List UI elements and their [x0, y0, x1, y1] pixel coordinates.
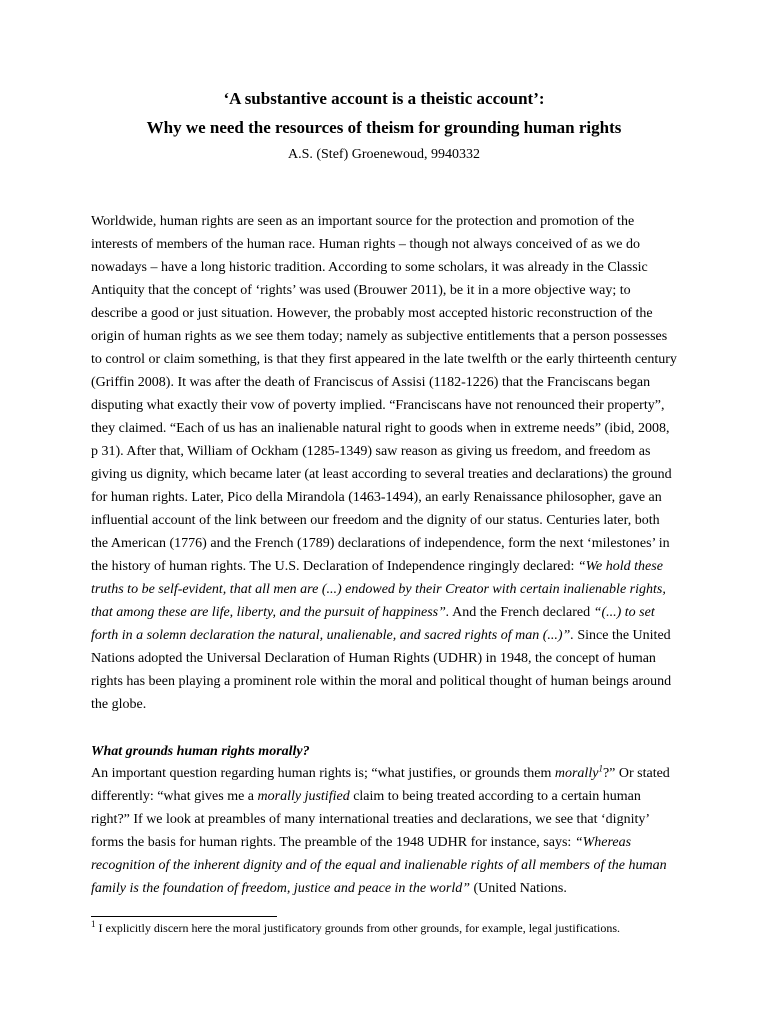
emphasis-morally-justified: morally justified: [257, 789, 350, 804]
paragraph-text: ?” Or stated differently: “what gives me a: [91, 766, 670, 804]
footnote-divider: [91, 916, 277, 917]
paragraph-introduction: [91, 210, 679, 716]
footnote: [91, 920, 691, 936]
paragraph-text: Worldwide, human rights are seen as an important source for the protection and promotion of the interests of members of the human race. Human rights – though not always conceived of as we do nowadays – have a long historic tradition. According to some scholars, it was already in the Classic Antiquity that the concept of ‘rights’ was used (Brouwer 2011), be it in a more objective way; to describe a good or just situation. However, the probably most accepted historic reconstruction of the origin of human rights as we see them today; namely as subjective entitlements that a person possesses to control or claim something, is that they first appeared in the late twelfth or the early thirteenth century (Griffin 2008). It was after the death of Franciscus of Assisi (1182-1226) that the Franciscans began disputing what exactly their vow of poverty implied. “Franciscans have not renounced their property”, they claimed. “Each of us has an inalienable natural right to goods when in extreme needs” (ibid, 2008, p 31). After that, William of Ockham (1285-1349) saw reason as giving us freedom, and freedom as giving us dignity, which became later (at least according to several treaties and declarations) the ground for human rights. Later, Pico della Mirandola (1463-1494), an early Renaissance philosopher, gave an influential account of the link between our freedom and the dignity of our status. Centuries later, both the American (1776) and the French (1789) declarations of independence, form the next ‘milestones’ in the history of human rights. The U.S. Declaration of Independence ringingly declared:: [91, 214, 677, 574]
paragraph-grounds: [91, 762, 679, 900]
paragraph-text: Since the United Nations adopted the Universal Declaration of Human Rights (UDHR) in 1948, the concept of human rights has been playing a prominent role within the moral and political thought of human beings around the globe.: [91, 628, 672, 712]
title-line-2: Why we need the resources of theism for grounding human rights: [146, 118, 622, 137]
udhr-preamble-quote: “Whereas recognition of the inherent dignity and of the equal and inalienable rights of all members of the human family is the foundation of freedom, justice and peace in the world”: [91, 835, 667, 896]
french-declaration-quote: “(...) to set forth in a solemn declaration the natural, unalienable, and sacred rights of man (...)”.: [91, 605, 655, 643]
paragraph-text: And the French declared: [449, 605, 594, 620]
footnote-reference[interactable]: 1: [598, 763, 603, 774]
paragraph-text: claim to being treated according to a certain human right?” If we look at preambles of many international treaties and declarations, we see that ‘dignity’ forms the basis for human rights. The preamble of the 1948 UDHR for instance, says:: [91, 789, 649, 850]
paragraph-text: (United Nations.: [470, 881, 567, 896]
footnote-number: 1: [91, 919, 96, 929]
us-declaration-quote: “We hold these truths to be self-evident, that all men are (...) endowed by their Creator with certain inalienable rights, that among these are life, liberty, and the pursuit of happiness”.: [91, 559, 666, 620]
author-line: A.S. (Stef) Groenewoud, 9940332: [287, 147, 481, 162]
section-heading: What grounds human rights morally?: [91, 744, 310, 759]
footnote-text: I explicitly discern here the moral justificatory grounds from other grounds, for example, legal justifications.: [95, 921, 621, 935]
paragraph-text: An important question regarding human rights is; “what justifies, or grounds them: [91, 766, 555, 781]
emphasis-morally: morally: [554, 766, 599, 781]
title-line-1: ‘A substantive account is a theistic account’:: [223, 89, 545, 108]
